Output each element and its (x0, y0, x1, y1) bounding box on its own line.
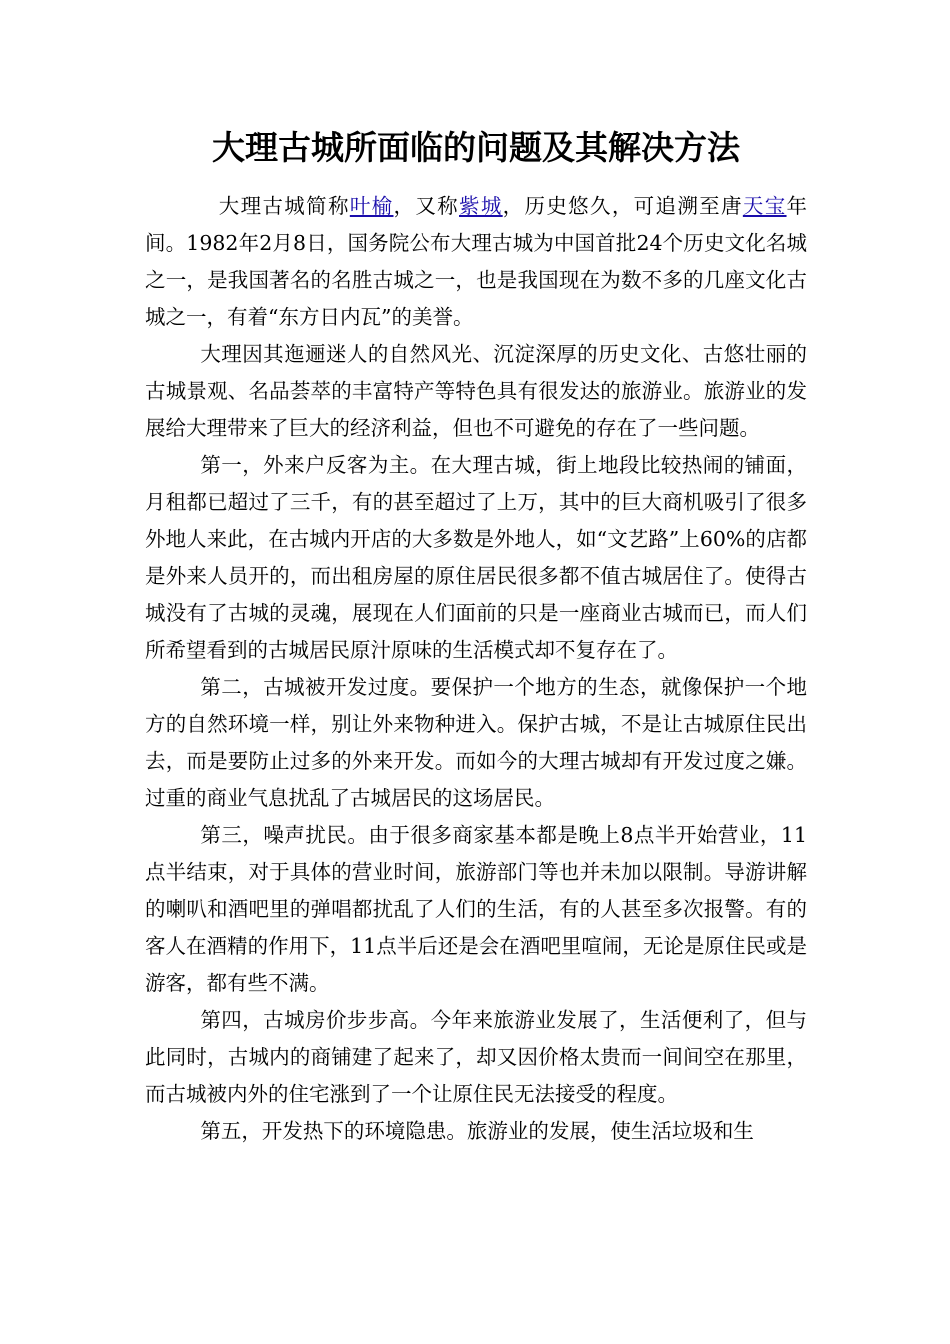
paragraph-third-issue: 第三，噪声扰民。由于很多商家基本都是晚上8点半开始营业，11点半结束，对于具体的营业时间，旅游部门等也并未加以限制。导游讲解的喇叭和酒吧里的弹唱都扰乱了人们的生活，有的人甚至多次报警。有的客人在酒精的作用下，11点半后还是会在酒吧里喧闹，无论是原住民或是游客，都有些不满。 (145, 823, 807, 995)
intro-text-1: 大理古城简称 (218, 194, 350, 218)
paragraph-fifth-issue: 第五，开发热下的环境隐患。旅游业的发展，使生活垃圾和生 (200, 1119, 754, 1143)
link-zicheng[interactable]: 紫城 (459, 194, 503, 218)
intro-text-3: ，历史悠久，可追溯至唐 (502, 194, 743, 218)
paragraph-fourth-issue: 第四，古城房价步步高。今年来旅游业发展了，生活便利了，但与此同时，古城内的商铺建了起来了，却又因价格太贵而一间间空在那里，而古城被内外的住宅涨到了一个让原住民无法接受的程度。 (145, 1008, 807, 1106)
document-title: 大理古城所面临的问题及其解决方法 (212, 128, 740, 167)
intro-text-4: 年间。1982年2月8日，国务院公布大理古城为中国首批24个历史文化名城之一，是我国著名的名胜古城之一，也是我国现在为数不多的几座文化古城之一，有着“东方日内瓦”的美誉。 (145, 194, 808, 329)
paragraph-first-issue: 第一，外来户反客为主。在大理古城，街上地段比较热闹的铺面，月租都已超过了三千，有的甚至超过了上万，其中的巨大商机吸引了很多外地人来此，在古城内开店的大多数是外地人，如“文艺路”上60%的店都是外来人员开的，而出租房屋的原住居民很多都不值古城居住了。使得古城没有了古城的灵魂，展现在人们面前的只是一座商业古城而已，而人们所希望看到的古城居民原汁原味的生活模式却不复存在了。 (145, 453, 807, 662)
intro-paragraph (145, 188, 807, 336)
intro-text-2: ，又称 (393, 194, 459, 218)
paragraph-tourism: 大理因其迤逦迷人的自然风光、沉淀深厚的历史文化、古悠壮丽的古城景观、名品荟萃的丰富特产等特色具有很发达的旅游业。旅游业的发展给大理带来了巨大的经济利益，但也不可避免的存在了一些问题。 (145, 342, 807, 440)
link-tianbao[interactable]: 天宝 (742, 194, 787, 218)
link-yeyu[interactable]: 叶榆 (349, 194, 394, 218)
document-page (145, 118, 807, 1150)
paragraph-second-issue: 第二，古城被开发过度。要保护一个地方的生态，就像保护一个地方的自然环境一样，别让外来物种进入。保护古城，不是让古城原住民出去，而是要防止过多的外来开发。而如今的大理古城却有开发过度之嫌。过重的商业气息扰乱了古城居民的这场居民。 (145, 675, 807, 810)
